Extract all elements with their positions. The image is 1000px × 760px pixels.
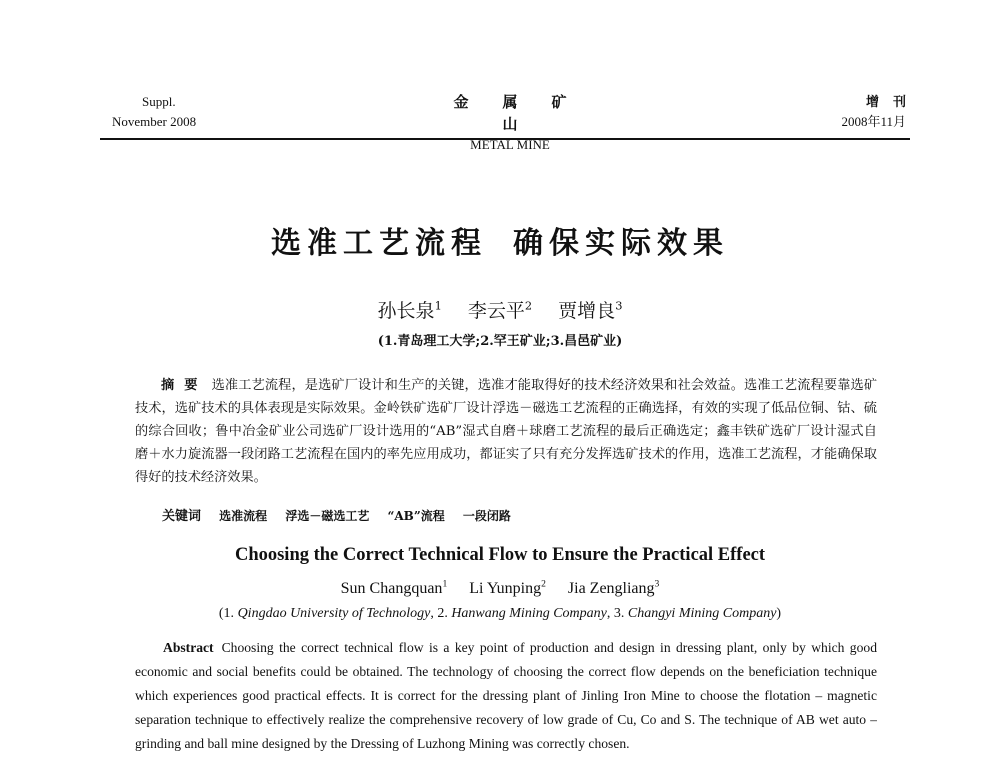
author-en: Jia Zengliang$^3$ [567,578,660,597]
abstract-zh [135,374,877,489]
affiliation-2: Hanwang Mining Company [451,606,607,621]
header-left [112,92,196,132]
header-date-en: November 2008 [112,114,197,129]
affiliation-1: Qingdao University of Technology [237,606,431,621]
abstract-zh-text: 选准工艺流程，是选矿厂设计和生产的关键，选准才能取得好的技术经济效果和社会效益。选准工艺流程要靠选矿技术，选矿技术的具体表现是实际效果。金岭铁矿选矿厂设计浮选－磁选工艺流程的正确选择，有效的实现了低品位铜、钴、硫的综合回收；鲁中冶金矿业公司选矿厂设计选用的“AB”湿式自磨＋球磨工艺流程的最后正确选定；鑫丰铁矿选矿厂设计湿式自磨＋水力旋流器一段闭路工艺流程在国内的率先应用成功，都证实了只有充分发挥选矿技术的作用，选准工艺流程，才能确保取得好的技术经济效果。 [135,378,878,485]
journal-name-en: METAL MINE [470,137,550,152]
affiliations-en: (1. Qingdao University of Technology, 2. Hanwang Mining Company, 3. Changyi Mining Company) [218,606,782,621]
author-zh: 李云平$^2$ [467,298,533,322]
header-suppl-zh: 增刊 [865,94,920,109]
title-zh-part2: 确保实际效果 [513,226,729,261]
header-rule [100,138,910,140]
keyword: 一段闭路 [462,509,511,523]
authors-en [0,580,1000,598]
title-en: Choosing the Correct Technical Flow to Ensure the Practical Effect [234,545,766,565]
abstract-en-text: Choosing the correct technical flow is a key point of production and design in dressing plant, only by which good economic and social benefits could be obtained. The technology of choosing the correct flow depends on the beneficiation technique which experiences good practical effects. It is correct for the dressing plant of Jinling Iron Mine to choose the flotation – magnetic separation technique to effectively realize the comprehensive recovery of low grade of Cu, Co and S. The technique of AB wet auto – grinding and ball mine designed by the Dressing of Luzhong Mining was correctly chosen. [135,640,877,751]
author-zh: 贾增良$^3$ [558,298,623,322]
affiliations-zh: (1.青岛理工大学;2.罕王矿业;3.昌邑矿业) [377,334,623,349]
title-zh [0,218,1000,262]
header-suppl: Suppl. [142,94,176,109]
affiliation-3: Changyi Mining Company [627,606,777,621]
keywords-zh-label: 关键词 [162,509,202,524]
author-zh: 孙长泉$^1$ [377,298,442,322]
header-right [841,92,920,132]
abstract-en-label: Abstract [163,640,214,655]
author-en: Li Yunping$^2$ [469,578,546,597]
header-date-zh: 2008年11月 [841,114,906,129]
abstract-zh-label: 摘要 [161,378,208,393]
keyword: “AB”流程 [387,509,445,523]
author-en: Sun Changquan$^1$ [340,578,448,597]
abstract-en [135,636,877,760]
authors-zh [0,296,1000,323]
header-journal [410,92,610,154]
journal-name-zh: 金属矿山 [453,95,601,133]
keyword: 选准流程 [219,509,268,523]
title-zh-part1: 选准工艺流程 [271,226,487,261]
keywords-zh [162,505,525,524]
running-header [100,92,920,152]
keyword: 浮选－磁选工艺 [285,509,370,523]
